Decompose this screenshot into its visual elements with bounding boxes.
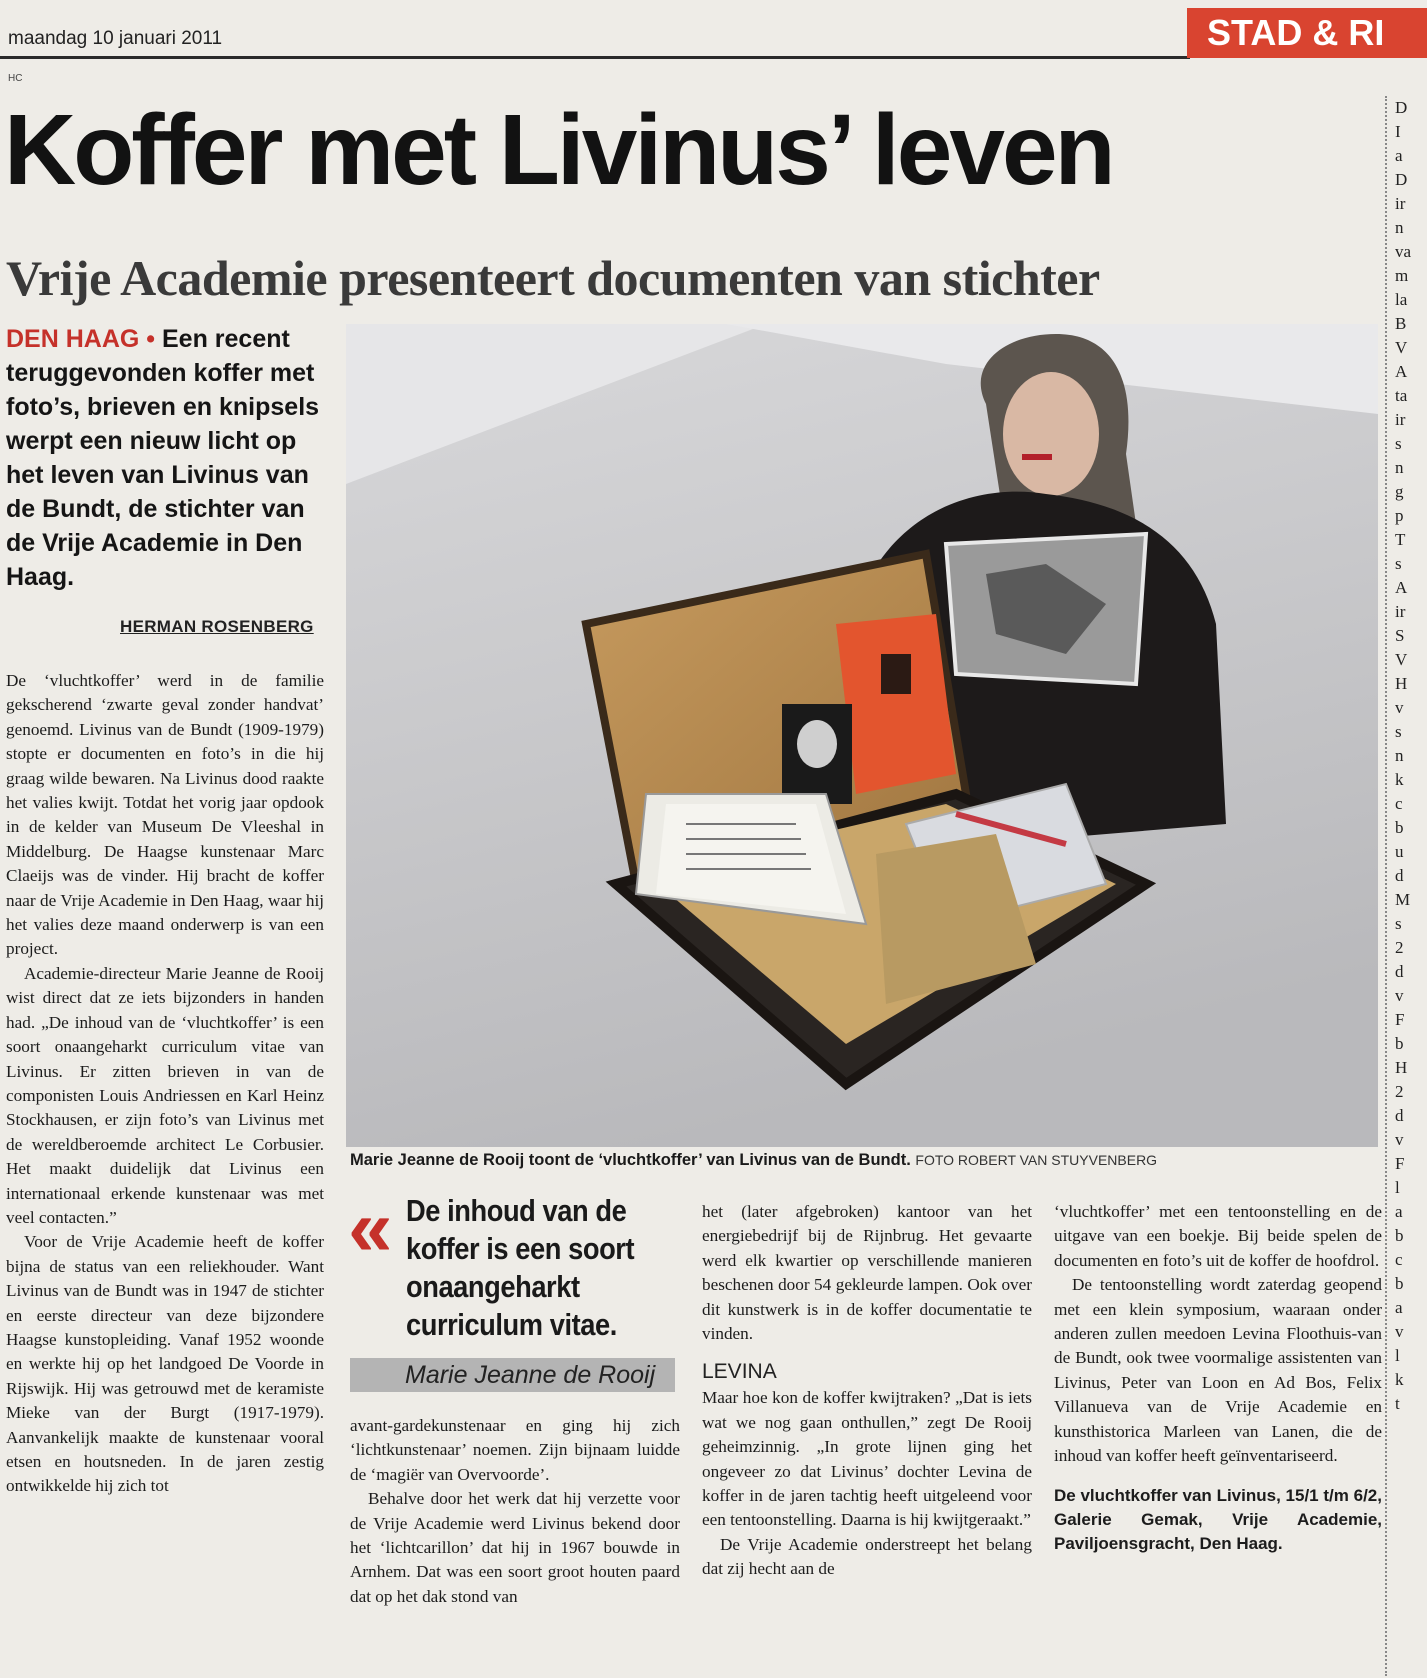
dateline: DEN HAAG: [6, 325, 140, 353]
body-column-4: [1054, 1200, 1382, 1556]
edge-text-fragment: l: [1395, 1346, 1400, 1365]
photo-illustration: [346, 324, 1378, 1147]
edge-text-fragment: ir: [1395, 194, 1406, 213]
edge-text-fragment: H: [1395, 674, 1408, 693]
pullquote-text: De inhoud van de koffer is een soort onaangeharkt curriculum vitae.: [406, 1193, 635, 1342]
section-tab: STAD & RI: [1187, 8, 1427, 58]
edge-text-fragment: v: [1395, 1130, 1404, 1149]
edge-text-fragment: B: [1395, 314, 1407, 333]
edge-text-fragment: n: [1395, 218, 1404, 237]
edge-text-fragment: c: [1395, 1250, 1403, 1269]
edge-text-fragment: b: [1395, 1274, 1404, 1293]
body-paragraph: De tentoonstelling wordt zaterdag geopend met een klein symposium, waaraan onder anderen zullen meedoen Levina Floothuis-van de Bundt, ook twee voormalige assistenten van Livinus, Peter van Loon en Ad Bos, Felix Villanueva van de Vrije Academie en kunsthistorica Marleen van Lanen, die de inhoud van koffer heeft geïnventariseerd.: [1054, 1275, 1382, 1466]
lead-text: Een recent teruggevonden koffer met foto’s, brieven en knipsels werpt een nieuw licht op het leven van Livinus van de Bundt, de stichter van de Vrije Academie in Den Haag.: [6, 325, 320, 591]
edge-text-fragment: t: [1395, 1394, 1400, 1413]
edge-text-fragment: k: [1395, 770, 1404, 789]
subheadline: Vrije Academie presenteert documenten van stichter: [6, 250, 1100, 306]
edge-text-fragment: m: [1395, 266, 1409, 285]
edge-text-fragment: a: [1395, 146, 1403, 165]
edge-text-fragment: ir: [1395, 602, 1406, 621]
edge-text-fragment: l: [1395, 1178, 1400, 1197]
edge-text-fragment: 2: [1395, 1082, 1404, 1101]
body-paragraph: Maar hoe kon de koffer kwijtraken? „Dat is iets wat we nog gaan onthullen,” zegt De Rooij geheimzinnig. „In grote lijnen ging het ongeveer zo dat Livinus’ dochter Levina de koffer in de jaren tachtig heeft uitgeleend voor een tentoonstelling. Daarna is hij kwijtgeraakt.”: [702, 1388, 1032, 1530]
edge-text-fragment: d: [1395, 1106, 1404, 1125]
edge-text-fragment: g: [1395, 482, 1404, 501]
dateline-bullet: •: [139, 325, 162, 353]
edge-text-fragment: a: [1395, 1202, 1403, 1221]
edge-text-fragment: p: [1395, 506, 1404, 525]
body-paragraph: het (later afgebroken) kantoor van het energiebedrijf bij de Rijnbrug. Het gevaarte werd elk kwartier op verschillende manieren beschenen door 54 gekleurde lampen. Ook over dit kunstwerk is in de koffer documentatie te vinden.: [702, 1202, 1032, 1344]
edge-text-fragment: d: [1395, 866, 1404, 885]
byline: HERMAN ROSENBERG: [120, 617, 314, 636]
edge-text-fragment: b: [1395, 1034, 1404, 1053]
neighbouring-article-edge: [1395, 96, 1412, 1416]
edge-text-fragment: I: [1395, 122, 1401, 141]
edge-text-fragment: b: [1395, 1226, 1404, 1245]
edge-text-fragment: D: [1395, 98, 1408, 117]
body-paragraph: avant-gardekunstenaar en ging hij zich ‘lichtkunstenaar’ noemen. Zijn bijnaam luidde de ‘magiër van Overvoorde’.: [350, 1416, 680, 1484]
edge-text-fragment: s: [1395, 434, 1402, 453]
edge-text-fragment: la: [1395, 290, 1408, 309]
edge-text-fragment: A: [1395, 362, 1408, 381]
article-photo: [346, 324, 1378, 1147]
body-column-1: [6, 669, 324, 1499]
edge-text-fragment: 2: [1395, 938, 1404, 957]
edge-text-fragment: F: [1395, 1010, 1405, 1029]
body-paragraph: Voor de Vrije Academie heeft de koffer bijna de status van een reliekhouder. Want Livinus van de Bundt was in 1947 de stichter en eerste directeur van deze bijzondere Haagse kunstopleiding. Vanaf 1952 woonde en werkte hij op het landgoed De Voorde in Rijswijk. Hij was getrouwd met de keramiste Mieke van der Burgt (1917-1979). Aanvankelijk maakte de kunstenaar vooral etsen en houtsneden. In de jaren zestig ontwikkelde hij zich tot: [6, 1232, 324, 1496]
masthead-rule: [0, 56, 1190, 59]
headline: Koffer met Livinus’ leven: [4, 94, 1113, 206]
body-paragraph: De Vrije Academie onderstreept het belang dat zij hecht aan de: [702, 1534, 1032, 1579]
edge-text-fragment: n: [1395, 746, 1404, 765]
edge-text-fragment: d: [1395, 962, 1404, 981]
edge-text-fragment: s: [1395, 914, 1402, 933]
body-column-2: [350, 1414, 680, 1609]
edge-text-fragment: s: [1395, 554, 1402, 573]
edge-text-fragment: a: [1395, 1298, 1403, 1317]
lead-paragraph: [6, 322, 324, 594]
issue-date: maandag 10 januari 2011: [8, 28, 223, 49]
edge-text-fragment: c: [1395, 794, 1403, 813]
photo-caption: [350, 1151, 1390, 1170]
edge-text-fragment: b: [1395, 818, 1404, 837]
edge-text-fragment: v: [1395, 986, 1404, 1005]
edge-text-fragment: ta: [1395, 386, 1408, 405]
edge-text-fragment: D: [1395, 170, 1408, 189]
edge-text-fragment: S: [1395, 626, 1405, 645]
edge-text-fragment: u: [1395, 842, 1404, 861]
edge-text-fragment: T: [1395, 530, 1406, 549]
body-paragraph: De ‘vluchtkoffer’ werd in de familie gekscherend ‘zwarte geval zonder handvat’ genoemd. Livinus van de Bundt (1909-1979) stopte er documenten en foto’s in die hij graag wilde bewaren. Na Livinus dood raakte het valies kwijt. Totdat het vorig jaar opdook in de kelder van Museum De Vleeshal in Middelburg. De Haagse kunstenaar Marc Claeijs was de vinder. Hij bracht de koffer naar de Vrije Academie in Den Haag, waar hij het valies deze maand onderwerp is van een project.: [6, 671, 324, 959]
edge-text-fragment: s: [1395, 722, 1402, 741]
quote-marks-icon: «: [348, 1183, 393, 1272]
edge-text-fragment: n: [1395, 458, 1404, 477]
body-paragraph: Behalve door het werk dat hij verzette voor de Vrije Academie werd Livinus bekend door het ‘lichtcarillon’ dat hij in 1967 bouwde in Arnhem. Dat was een soort groot houten paard dat op het dak stond van: [350, 1489, 680, 1606]
edge-text-fragment: va: [1395, 242, 1412, 261]
column-divider: [1385, 96, 1387, 1676]
edge-text-fragment: ir: [1395, 410, 1406, 429]
body-paragraph: Academie-directeur Marie Jeanne de Rooij wist direct dat ze iets bijzonders in handen had. „De inhoud van de ‘vluchtkoffer’ is een soort onaangeharkt curriculum vitae van Livinus. Er zitten brieven in van de componisten Louis Andriessen en Karl Heinz Stockhausen, er zijn foto’s van Livinus met de wereldberoemde architect Le Corbusier. Het maakt duidelijk dat Livinus een internationaal erkende kunstenaar was met veel contacten.”: [6, 963, 324, 1227]
edge-text-fragment: V: [1395, 650, 1408, 669]
photo-credit: FOTO ROBERT VAN STUYVENBERG: [915, 1152, 1158, 1168]
edge-text-fragment: A: [1395, 578, 1408, 597]
edge-text-fragment: M: [1395, 890, 1411, 909]
exhibition-info: De vluchtkoffer van Livinus, 15/1 t/m 6/2, Galerie Gemak, Vrije Academie, Paviljoensgracht, Den Haag.: [1054, 1486, 1382, 1554]
edge-text-fragment: H: [1395, 1058, 1408, 1077]
body-paragraph: ‘vluchtkoffer’ met een tentoonstelling en de uitgave van een boekje. Bij beide spelen de documenten en foto’s uit de koffer de hoofdrol.: [1054, 1202, 1382, 1270]
edge-text-fragment: v: [1395, 1322, 1404, 1341]
subheading-levina: LEVINA: [702, 1360, 777, 1384]
edge-text-fragment: v: [1395, 698, 1404, 717]
body-column-3: [702, 1200, 1032, 1582]
edition-code: HC: [8, 73, 23, 84]
caption-text: Marie Jeanne de Rooij toont de ‘vluchtkoffer’ van Livinus van de Bundt.: [350, 1151, 911, 1169]
pullquote-attribution: Marie Jeanne de Rooij: [350, 1358, 675, 1392]
edge-text-fragment: V: [1395, 338, 1408, 357]
edge-text-fragment: k: [1395, 1370, 1404, 1389]
edge-text-fragment: F: [1395, 1154, 1405, 1173]
